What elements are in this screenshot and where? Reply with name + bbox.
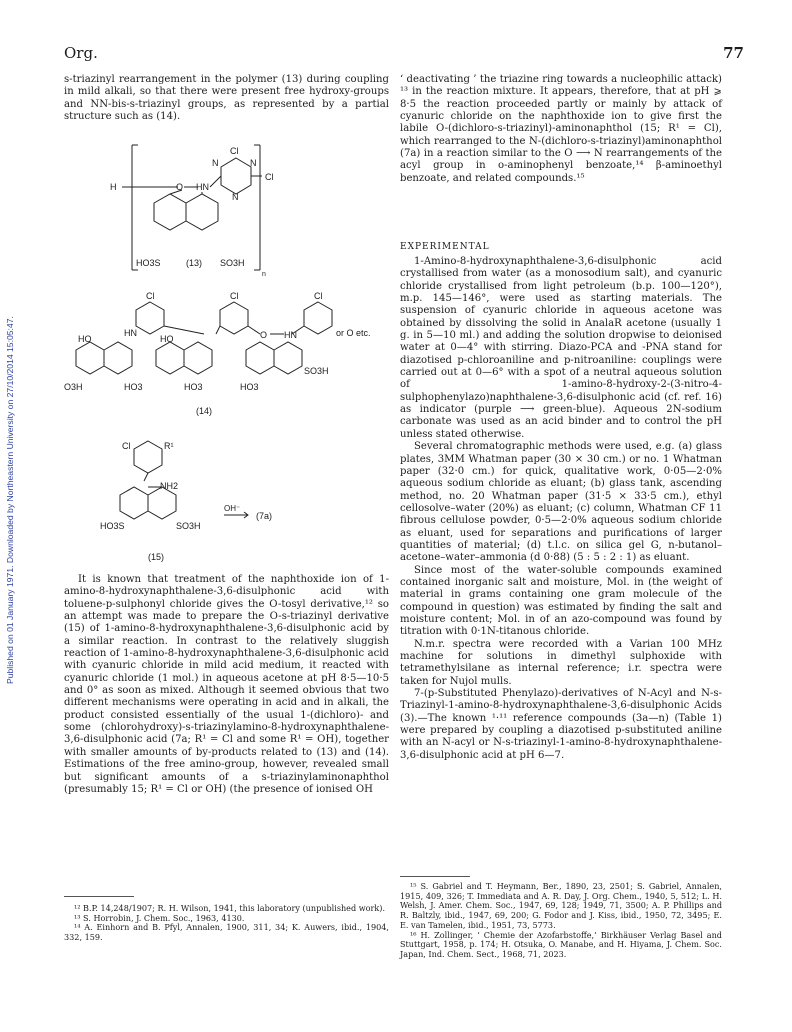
svg-text:NH2: NH2 [160,481,179,491]
svg-text:SO3H: SO3H [304,366,329,376]
svg-text:HO3: HO3 [124,382,143,392]
right-footnotes: ¹⁵ S. Gabriel and T. Heymann, Ber., 1890, 23, 2501; S. Gabriel, Annalen, 1915, 409, 326; T. Immediata and A. R. Day, J. Org. Chem., 1940, 5, 512; L. H. Welsh, J. Amer. Chem. Soc., 1947, 69, 128; 1949, 71, 3500; A. P. Phillips and R. Baltzly, ibid., 1947, 69, 200; G. Fodor and J. Kiss, ibid., 1950, 72, 3495; E. E. van Tamelen, ibid., 1951, 73, 5773. ¹⁶ H. Zollinger, ‘ Chemie der Azofarbstoffe,’ Birkhäuser Verlag Basel and Stuttgart, 1958, p. 174; H. Otsuka, O. Manabe, and H. Hiyama, J. Chem. Soc. Japan, Ind. Chem. Sect., 1968, 71, 2023. [400,881,722,959]
left-footnotes: ¹² B.P. 14,248/1907; R. H. Wilson, 1941, this laboratory (unpublished work). ¹³ S. Horrobin, J. Chem. Soc., 1963, 4130. ¹⁴ A. Einhorn and B. Pfyl, Annalen, 1900, 311, 34; K. Auwers, ibid., 1904, 332, 159. [64,903,389,943]
journal-section-header: Org. [64,44,98,62]
structure-14-label: (14) [196,406,213,416]
page-number: 77 [723,44,744,62]
right-intro-paragraph: ‘ deactivating ’ the triazine ring towards a nucleophilic attack) ¹³ in the reaction mixture. It appears, therefore, that at pH ⩾ 8·5 the reaction proceeded partly or mainly by attack of cyanuric chloride on the naphthoxide ion to give first the labile O-(dichloro-s-triazinyl)-aminonaphthol (15; R¹ = Cl), which rearranged to the N-(dichloro-s-triazinyl)aminonaphthol (7a) in a reaction similar to the O ⟶ N rearrangements of the acyl group in o-aminophenyl benzoate,¹⁴ β-aminoethyl benzoate, and related compounds.¹⁵ [400,74,722,184]
left-footnote-rule [64,896,134,897]
svg-text:OH⁻: OH⁻ [224,504,241,513]
svg-text:HO3: HO3 [240,382,259,392]
svg-text:H: H [110,182,117,192]
svg-text:n: n [262,271,266,278]
svg-text:HO: HO [160,334,174,344]
svg-text:O: O [176,182,184,192]
svg-text:Cl: Cl [230,146,239,156]
svg-text:Cl: Cl [122,441,131,451]
svg-text:Cl: Cl [265,172,274,182]
svg-text:HN: HN [196,182,209,192]
publication-sidebar-note[interactable]: Published on 01 January 1971. Downloaded by Northeastern University on 27/10/2014 15:05:47. [5,316,15,684]
structure-14 [64,290,394,400]
svg-text:Cl: Cl [314,291,323,301]
svg-text:O: O [260,330,268,340]
svg-text:HO3: HO3 [184,382,203,392]
structure-13-label: (13) [186,258,203,268]
svg-text:HO: HO [78,334,92,344]
svg-text:(7a): (7a) [256,511,273,521]
svg-text:SO3H: SO3H [176,521,201,531]
svg-text:HN: HN [284,330,297,340]
section-heading-experimental: EXPERIMENTAL [400,242,490,252]
left-intro-paragraph: s-triazinyl rearrangement in the polymer (13) during coupling in mild alkali, so that there were present free hydroxy-groups and NN-bis-s-triazinyl groups, as represented by a partial structure such as (14). [64,74,389,123]
svg-text:SO3H: SO3H [220,258,245,268]
svg-text:HO3S: HO3S [136,258,161,268]
right-footnote-rule [400,876,470,877]
structure-15-label: (15) [148,552,165,562]
structure-15 [100,435,300,545]
svg-text:N: N [232,192,239,202]
left-body: It is known that treatment of the naphthoxide ion of 1-amino-8-hydroxynaphthalene-3,6-disulphonic acid with toluene-p-sulphonyl chloride gives the O-tosyl derivative,¹² so an attempt was made to prepare the O-s-triazinyl derivative (15) of 1-amino-8-hydroxynaphthalene-3,6-disulphonic acid by a similar reaction. In contrast to the relatively sluggish reaction of 1-amino-8-hydroxynaphthalene-3,6-disulphonic acid with cyanuric chloride in mild acid medium, it reacted with cyanuric chloride (1 mol.) in aqueous acetone at pH 8·5—10·5 and 0° as soon as mixed. Although it seemed obvious that two different mechanisms were operating in acid and in alkali, the product consisted essentially of the usual 1-(dichloro)- and some (chlorohydroxy)-s-triazinylamino-8-hydroxynaphthalene-3,6-disulphonic acid (7a; R¹ = Cl and some R¹ = OH), together with smaller amounts of by-products related to (13) and (14). Estimations of the free amino-group, however, revealed small but significant amounts of a s-triazinylaminonaphthol (presumably 15; R¹ = Cl or OH) (the presence of ionised OH [64,574,389,795]
svg-text:Cl: Cl [230,291,239,301]
svg-text:R¹: R¹ [164,441,174,451]
svg-text:N: N [212,158,219,168]
svg-text:N: N [250,158,257,168]
svg-text:HO3S: HO3S [100,521,125,531]
svg-text:or O etc.: or O etc. [336,328,371,338]
structure-13 [110,140,310,280]
right-body: 1-Amino-8-hydroxynaphthalene-3,6-disulphonic acid crystallised from water (as a monosodium salt), and cyanuric chloride crystallised from light petroleum (b.p. 100—120°), m.p. 145—146°, were used as starting materials. The suspension of cyanuric chloride in aqueous acetone was obtained by dissolving the solid in AnalaR acetone (usually 1 g. in 5—10 ml.) and adding the solution dropwise to deionised water at 0—4° with stirring. Diazo-PCA and -PNA stand for diazotised p-chloroaniline and p-nitroaniline: couplings were carried out at 0—6° with a spot of a neutral aqueous solution of 1-amino-8-hydroxy-2-(3-nitro-4-sulphophenylazo)naphthalene-3,6-disulphonic acid (cf. ref. 16) as indicator (purple ⟶ green-blue). Aqueous 2N-sodium carbonate was used as an acid binder and to control the pH unless stated otherwise. Several chromatographic methods were used, e.g. (a) glass plates, 3MM Whatman paper (30 × 30 cm.) or no. 1 Whatman paper (32·0 cm.) for quick, qualitative work, 0·05—2·0% aqueous sodium chloride as eluant; (b) glass tank, ascending method, no. 20 Whatman paper (31·5 × 33·5 cm.), ethyl cellosolve–water (20%) as eluant; (c) column, Whatman CF 11 fibrous cellulose powder, 0·5—2·0% aqueous sodium chloride as eluant, used for separations and purifications of larger quantities of material; (d) t.l.c. on silica gel G, n-butanol–acetone–water–ammonia (d 0·88) (5 : 5 : 2 : 1) as eluant. Since most of the water-soluble compounds examined contained inorganic salt and moisture, Mol. in (the weight of material in grams containing one gram molecule of the compound in question) was estimated by finding the salt and moisture content; Mol. in of an azo-compound was found by titration with 0·1N-titanous chloride. N.m.r. spectra were recorded with a Varian 100 MHz machine for solutions in dimethyl sulphoxide with tetramethylsilane as internal reference; i.r. spectra were taken for Nujol mulls. 7-(p-Substituted Phenylazo)-derivatives of N-Acyl and N-s-Triazinyl-1-amino-8-hydroxynaphthalene-3,6-disulphonic Acids (3).—The known ¹·¹¹ reference compounds (3a—n) (Table 1) were prepared by coupling a diazotised p-substituted aniline with an N-acyl or N-s-triazinyl-1-amino-8-hydroxynaphthalene-3,6-disulphonic acid at pH 6—7. [400,256,722,761]
svg-text:O3H: O3H [64,382,83,392]
svg-text:Cl: Cl [146,291,155,301]
svg-text:HN: HN [124,328,137,338]
